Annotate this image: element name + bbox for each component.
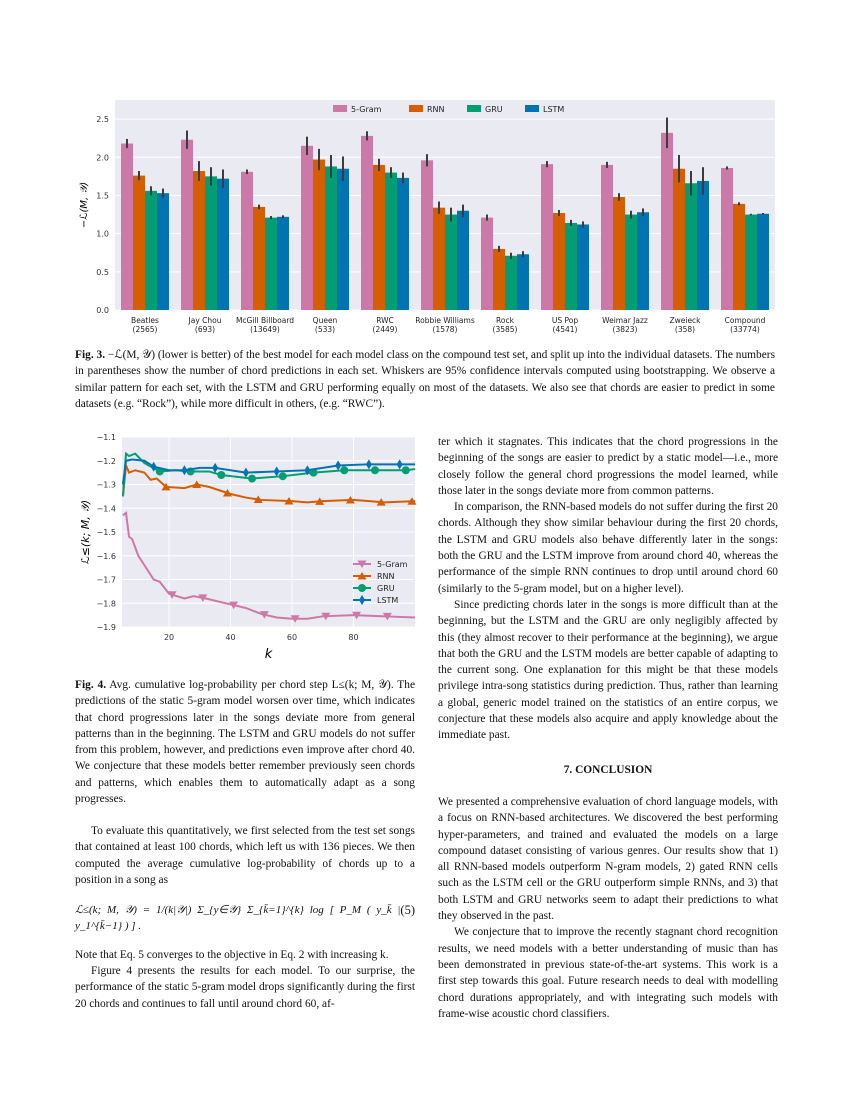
x-axis-label: k bbox=[264, 647, 273, 662]
fig4-line-chart bbox=[75, 425, 420, 665]
bar-rnn bbox=[373, 165, 385, 310]
legend-label: LSTM bbox=[543, 105, 565, 114]
legend-swatch bbox=[525, 105, 539, 112]
x-tick-count: (4541) bbox=[552, 325, 578, 334]
bar-lstm bbox=[577, 224, 589, 310]
bar-rnn bbox=[193, 171, 205, 310]
bar-rnn bbox=[493, 249, 505, 310]
x-tick-count: (33774) bbox=[730, 325, 760, 334]
bar-rnn bbox=[613, 197, 625, 310]
paragraph: Since predicting chords later in the songs is more difficult than at the beginning, but the LSTM and the GRU are only negligibly affected by this (they almost recover to their performance at the beginning), we argue that both the GRU and the LSTM models are better capable of adapting to the current song. One explanation for this might be that these models privilege intra-song statistics during prediction. Thus, rather than learning a global, generic model trained on the statistics of an entire corpus, we conjecture that these models also acquire and apply knowledge about the immediate past. bbox=[438, 598, 778, 742]
bar-5-gram bbox=[181, 140, 193, 310]
bar-lstm bbox=[397, 178, 409, 310]
legend-label: LSTM bbox=[377, 596, 399, 605]
data-marker-gru bbox=[371, 466, 379, 474]
bar-5-gram bbox=[661, 133, 673, 310]
fig3-caption-text: −ℒ(M, 𝒴) (lower is better) of the best model for each model class on the compound test set, and split up into the individual datasets. The numbers in parentheses show the number of chord predictions in each set. Whiskers are 95% confidence intervals computed using bootstrapping. We observe a similar pattern for each set, with the LSTM and GRU performing equally on most of the datasets. We also see that chords are easier to predict in some datasets (e.g. “Rock”), while more difficult in others, (e.g. “RWC”). bbox=[75, 349, 775, 410]
equation-body: ℒ≤(k; M, 𝒴) = 1/(k|𝒴|) Σ_{y∈𝒴} Σ_{k̄=1}^{k} log [ P_M ( y_k̄ | y_1^{k̄−1} ) ] . bbox=[75, 904, 401, 933]
y-tick-label: 0.5 bbox=[96, 267, 109, 277]
bar-5-gram bbox=[241, 172, 253, 310]
x-tick-label: Rock bbox=[496, 316, 514, 325]
bar-lstm bbox=[637, 212, 649, 310]
x-tick-count: (2565) bbox=[132, 325, 158, 334]
bar-5-gram bbox=[541, 164, 553, 310]
y-tick-label: 1.5 bbox=[96, 191, 109, 201]
bar-lstm bbox=[337, 169, 349, 310]
legend-label: RNN bbox=[377, 572, 395, 581]
x-tick-count: (3585) bbox=[492, 325, 518, 334]
paragraph: We presented a comprehensive evaluation of chord language models, with a focus on RNN-based architectures. We discovered the best performing hyper-parameters, and trained and evaluated the models on a large compound dataset consisting of various genres. Our results show that 1) all RNN-based models outperform N-gram models, 2) gated RNN cells such as the LSTM cell or the GRU outperform simple RNNs, and 3) that both LSTM and GRU networks seem to adapt their predictions to what they observed in the past. bbox=[438, 795, 778, 923]
y-tick-label: 2.5 bbox=[96, 115, 109, 125]
equation-number: (5) bbox=[400, 903, 415, 918]
x-tick-count: (693) bbox=[194, 325, 216, 334]
x-tick-label: Compound bbox=[724, 316, 766, 325]
paragraph: Note that Eq. 5 converges to the objective in Eq. 2 with increasing k. bbox=[75, 948, 389, 961]
bar-gru bbox=[565, 223, 577, 310]
legend-label: GRU bbox=[377, 584, 395, 593]
bar-lstm bbox=[157, 193, 169, 310]
bar-rnn bbox=[553, 213, 565, 310]
y-axis-label: ℒ≤(k; M, 𝒴) bbox=[79, 499, 92, 565]
left-column-text bbox=[75, 823, 415, 1012]
bar-gru bbox=[745, 215, 757, 310]
fig3-caption bbox=[75, 347, 775, 412]
y-tick-label: −1.2 bbox=[96, 456, 116, 466]
bar-5-gram bbox=[721, 168, 733, 310]
x-tick-label: 40 bbox=[225, 633, 236, 642]
x-tick-count: (1578) bbox=[432, 325, 458, 334]
bar-lstm bbox=[517, 254, 529, 310]
data-marker-gru bbox=[248, 475, 256, 483]
x-tick-label: Queen bbox=[312, 316, 338, 325]
x-tick-label: Robbie Williams bbox=[415, 316, 475, 325]
equation-5 bbox=[75, 902, 415, 935]
y-tick-label: −1.6 bbox=[96, 551, 116, 561]
paragraph: ter which it stagnates. This indicates that the chord progressions in the beginning of the songs are easier to predict by a static model—i.e., more closely follow the general chord progressions the model learned, while those later in the songs deviate more from common patterns. bbox=[438, 436, 778, 497]
legend-label: 5-Gram bbox=[351, 105, 382, 114]
paragraph: In comparison, the RNN-based models do not suffer during the first 20 chords. Although they show similar behaviour during the first 20 chords, the LSTM and GRU models also behave differently later in the songs: both the GRU and the LSTM improve from around chord 40, whereas the performance of the simple RNN continues to drop until around chord 60 (similarly to the 5-gram model, but on a higher level). bbox=[438, 501, 778, 595]
fig4-caption bbox=[75, 677, 415, 807]
fig4-caption-text: Avg. cumulative log-probability per chord step L≤(k; M, 𝒴). The predictions of the static 5-gram model worsen over time, which indicates that chord progressions later in the songs deviate more from general patterns than in the beginning. The LSTM and GRU models do not suffer from this problem, however, and predictions even improve after chord 40. We conjecture that these models better remember previously seen chords and patterns, which enables them to automatically adapt as a song progresses. bbox=[75, 679, 415, 806]
bar-gru bbox=[145, 191, 157, 310]
y-axis-label: −ℒ(M, 𝒴) bbox=[79, 181, 90, 229]
y-tick-label: −1.5 bbox=[96, 528, 116, 537]
y-tick-label: −1.9 bbox=[96, 623, 116, 632]
y-tick-label: 2.0 bbox=[96, 153, 109, 163]
bar-5-gram bbox=[481, 218, 493, 310]
bar-gru bbox=[205, 176, 217, 310]
x-tick-count: (13649) bbox=[250, 325, 280, 334]
bar-5-gram bbox=[121, 144, 133, 310]
y-tick-label: 1.0 bbox=[96, 229, 109, 239]
x-tick-label: US Pop bbox=[551, 316, 579, 325]
data-marker-gru bbox=[217, 471, 225, 479]
paragraph: To evaluate this quantitatively, we first selected from the test set songs that contained at least 100 chords, which left us with 136 pieces. We then computed the average cumulative log-probability of chords up to a position in a song as bbox=[75, 825, 415, 886]
bar-lstm bbox=[217, 179, 229, 310]
data-marker-gru bbox=[402, 466, 410, 474]
bar-gru bbox=[325, 166, 337, 310]
legend-swatch bbox=[333, 105, 347, 112]
x-tick-label: McGill Billboard bbox=[235, 316, 295, 325]
y-tick-label: −1.7 bbox=[96, 575, 116, 585]
y-tick-label: −1.4 bbox=[96, 504, 116, 514]
bar-gru bbox=[445, 215, 457, 310]
x-tick-count: (533) bbox=[314, 325, 336, 334]
y-tick-label: −1.8 bbox=[96, 599, 116, 609]
bar-rnn bbox=[313, 160, 325, 310]
bar-gru bbox=[385, 173, 397, 310]
paragraph: We conjecture that to improve the recently stagnant chord recognition results, we need models with a better understanding of music than has been demonstrated in previous state-of-the-art systems. This work is a first step towards this goal. Future research needs to deal with modelling chord durations appropriately, and with integrating such models with frame-wise acoustic chord classifiers. bbox=[438, 926, 778, 1020]
x-tick-label: Zweieck bbox=[669, 316, 701, 325]
x-tick-label: 60 bbox=[286, 633, 298, 642]
legend-swatch bbox=[467, 105, 481, 112]
bar-5-gram bbox=[421, 160, 433, 310]
bar-gru bbox=[625, 215, 637, 310]
y-tick-label: −1.1 bbox=[96, 433, 116, 442]
fig3-label: Fig. 3. bbox=[75, 349, 106, 361]
x-tick-label: 80 bbox=[348, 633, 359, 642]
x-tick-label: Weimar Jazz bbox=[602, 316, 648, 325]
x-tick-label: 20 bbox=[163, 633, 175, 642]
bar-rnn bbox=[433, 208, 445, 310]
fig4-label: Fig. 4. bbox=[75, 679, 107, 691]
bar-rnn bbox=[673, 169, 685, 310]
legend-swatch bbox=[409, 105, 423, 112]
right-column-text bbox=[438, 434, 778, 1022]
data-marker-gru bbox=[340, 466, 348, 474]
paragraph: Figure 4 presents the results for each model. To our surprise, the performance of the static 5-gram model drops significantly during the first 20 chords and continues to fall until around chord 60, af- bbox=[75, 965, 415, 1010]
legend-label: GRU bbox=[485, 105, 503, 114]
bar-5-gram bbox=[601, 165, 613, 310]
y-tick-label: 0.0 bbox=[96, 306, 109, 315]
legend-label: RNN bbox=[427, 105, 445, 114]
fig3-bar-chart bbox=[75, 95, 785, 340]
bar-rnn bbox=[133, 176, 145, 310]
bar-lstm bbox=[277, 217, 289, 310]
bar-5-gram bbox=[301, 146, 313, 310]
x-tick-label: RWC bbox=[376, 316, 394, 325]
legend-label: 5-Gram bbox=[377, 560, 408, 569]
x-tick-label: Beatles bbox=[131, 316, 159, 325]
bar-lstm bbox=[457, 211, 469, 310]
x-tick-label: Jay Chou bbox=[188, 316, 222, 325]
y-tick-label: −1.3 bbox=[96, 480, 116, 490]
legend-marker bbox=[358, 584, 366, 592]
bar-rnn bbox=[733, 204, 745, 310]
bar-gru bbox=[265, 218, 277, 310]
bar-lstm bbox=[757, 214, 769, 310]
x-tick-count: (2449) bbox=[372, 325, 398, 334]
data-marker-gru bbox=[279, 472, 287, 480]
section-heading: 7. CONCLUSION bbox=[563, 763, 653, 776]
x-tick-count: (358) bbox=[674, 325, 696, 334]
bar-rnn bbox=[253, 207, 265, 310]
x-tick-count: (3823) bbox=[612, 325, 638, 334]
bar-lstm bbox=[697, 181, 709, 310]
bar-gru bbox=[505, 256, 517, 310]
bar-5-gram bbox=[361, 136, 373, 310]
bar-gru bbox=[685, 183, 697, 310]
